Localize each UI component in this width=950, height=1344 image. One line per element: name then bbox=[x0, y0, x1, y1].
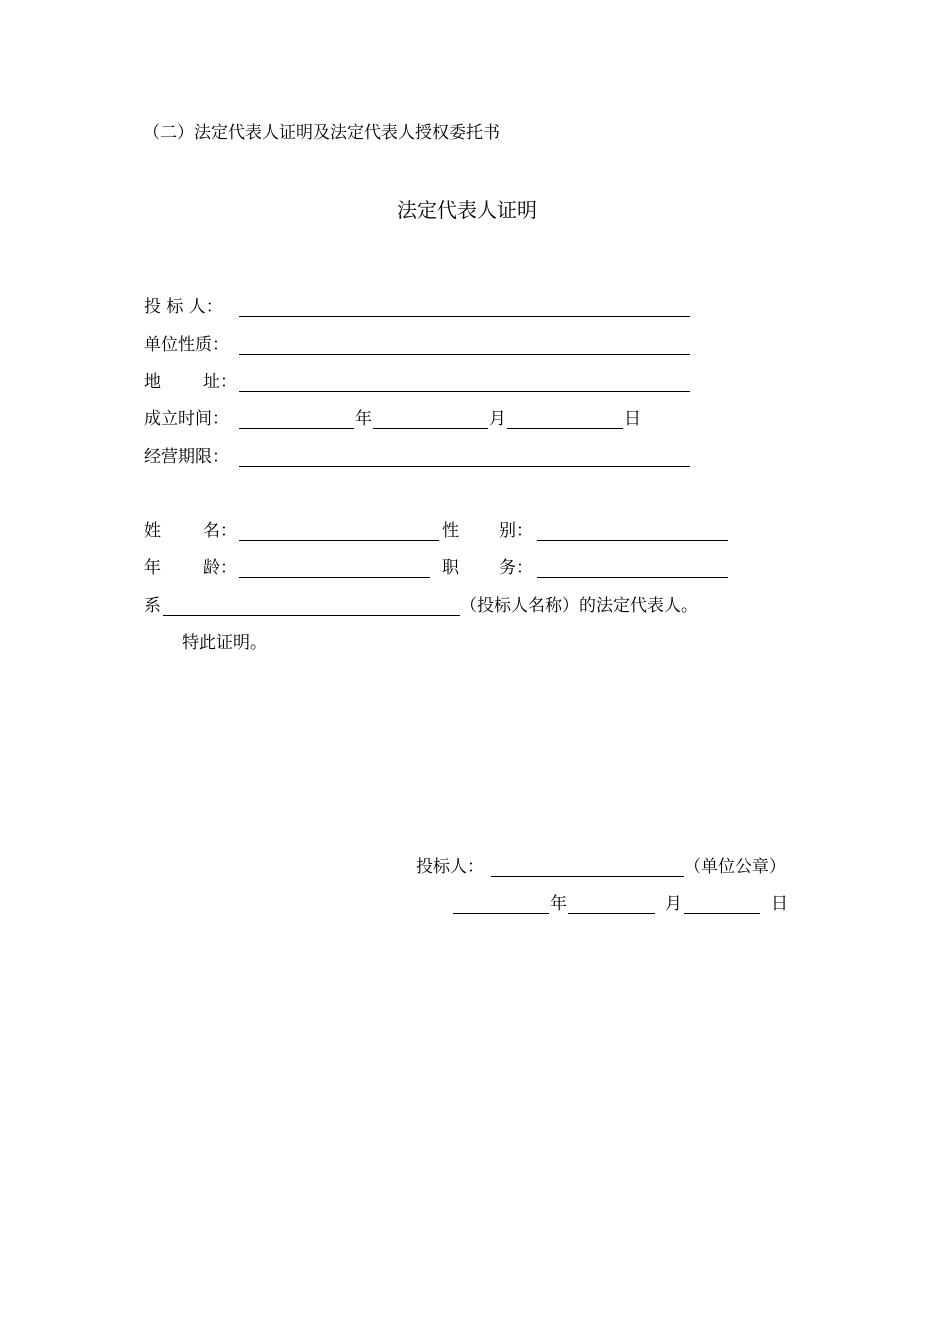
signature-year-unit: 年 bbox=[550, 894, 567, 914]
address-label-second: 址： bbox=[203, 372, 237, 392]
name-label-second: 名： bbox=[203, 521, 237, 541]
signature-month-field[interactable] bbox=[568, 913, 655, 914]
established-label: 成立时间： bbox=[144, 409, 229, 429]
bidder-label: 投 标 人： bbox=[144, 297, 223, 317]
signature-month-unit: 月 bbox=[665, 894, 682, 914]
signature-bidder-field[interactable] bbox=[491, 876, 684, 877]
seal-note: （单位公章） bbox=[684, 857, 786, 877]
unit-nature-label: 单位性质： bbox=[144, 335, 229, 355]
bidder-name-field[interactable] bbox=[163, 615, 460, 616]
certify-text: 特此证明。 bbox=[182, 633, 267, 653]
position-label-first: 职 bbox=[442, 558, 459, 578]
age-label-second: 龄： bbox=[203, 558, 237, 578]
term-field[interactable] bbox=[239, 466, 690, 467]
signature-day-unit: 日 bbox=[771, 894, 788, 914]
section-heading: （二）法定代表人证明及法定代表人授权委托书 bbox=[143, 123, 500, 143]
relation-prefix: 系 bbox=[144, 596, 161, 616]
address-field[interactable] bbox=[239, 391, 690, 392]
age-field[interactable] bbox=[239, 577, 430, 578]
bidder-field[interactable] bbox=[239, 316, 690, 317]
address-label-first: 地 bbox=[144, 372, 161, 392]
established-month-unit: 月 bbox=[489, 409, 506, 429]
gender-field[interactable] bbox=[537, 540, 728, 541]
established-year-unit: 年 bbox=[355, 409, 372, 429]
signature-year-field[interactable] bbox=[453, 913, 549, 914]
established-month-field[interactable] bbox=[373, 428, 488, 429]
relation-suffix: （投标人名称）的法定代表人。 bbox=[460, 596, 698, 616]
established-day-unit: 日 bbox=[624, 409, 641, 429]
signature-bidder-label: 投标人： bbox=[416, 857, 484, 877]
age-label-first: 年 bbox=[144, 558, 161, 578]
term-label: 经营期限： bbox=[144, 447, 229, 467]
name-field[interactable] bbox=[239, 540, 439, 541]
unit-nature-field[interactable] bbox=[239, 354, 690, 355]
document-title: 法定代表人证明 bbox=[397, 198, 537, 222]
name-label-first: 姓 bbox=[144, 521, 161, 541]
gender-label-second: 别： bbox=[499, 521, 533, 541]
established-day-field[interactable] bbox=[507, 428, 623, 429]
established-year-field[interactable] bbox=[239, 428, 354, 429]
signature-day-field[interactable] bbox=[684, 913, 760, 914]
position-label-second: 务： bbox=[499, 558, 533, 578]
gender-label-first: 性 bbox=[442, 521, 459, 541]
position-field[interactable] bbox=[537, 577, 728, 578]
